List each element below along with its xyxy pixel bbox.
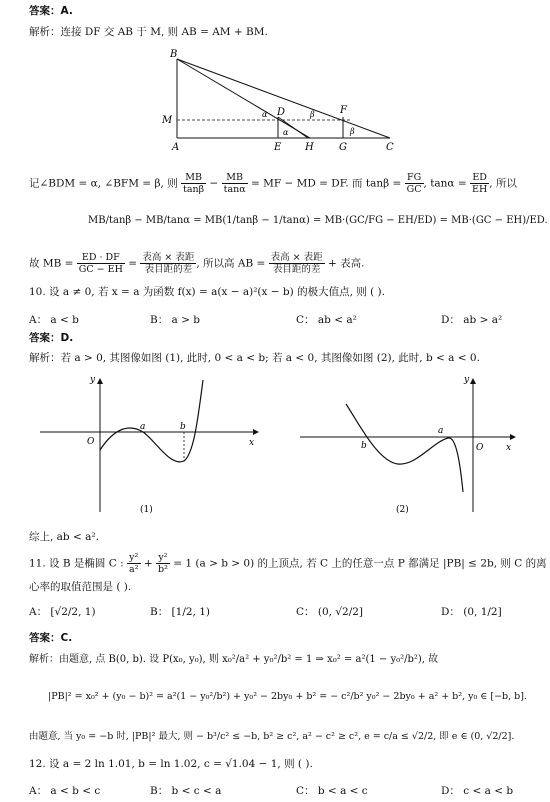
analysis-10: 解析：若 a > 0, 其图像如图 (1), 此时, 0 < a < b; 若 a < 0, 其图像如图 (2), 此时, b < a < 0. [29,352,480,364]
question-10: 10. 设 a ≠ 0, 若 x = a 为函数 f(x) = a(x − a)²(x − b) 的极大值点, 则 ( ). [29,286,385,298]
graph2-y-label: y [464,375,470,385]
label-G: G [339,142,347,153]
analysis-9: 解析：连接 DF 交 AB 于 M, 则 AB = AM + BM. [29,26,268,38]
derivation-line-3: 故 MB = $\frac{ED \cdot DF}{GC - EH}$ = $\frac{\text{表高 × 表距}}{\text{表目距的差}}$ , 所以高 AB = $\frac{\text{表高 × 表距}}{\text{表目距的差}}$ + 表高. [29,252,365,275]
option-11-c: C： (0, √2/2] [296,606,364,618]
option-11-b: B： [1/2, 1) [150,606,211,618]
graph1-x-label: x [249,438,255,448]
label-C: C [386,142,394,153]
option-11-d: D： (0, 1/2] [441,606,502,618]
graph1-y-label: y [90,375,96,385]
label-F: F [340,105,347,116]
question-11-cont: 心率的取值范围是 ( ). [29,581,132,593]
option-12-c: C： b < a < c [296,785,368,797]
graph-1 [35,372,260,517]
summary-10: 综上, ab < a². [29,531,99,543]
triangle-figure [150,45,400,155]
graph2-caption: (2) [396,505,409,515]
graph1-b-label: b [180,422,186,432]
conclusion-11: 由题意, 当 y₀ = −b 时, |PB|² 最大, 则 − b³/c² ≤ −b, b² ≥ c², a² − c² ≥ c², e = c/a ≤ √2/2, 即 e ∈ (0, √2/2]. [29,731,515,742]
graph1-caption: (1) [140,505,153,515]
graph-2 [298,372,518,517]
graph2-a-label: a [438,426,444,436]
derivation-line-2: MB/tanβ − MB/tanα = MB(1/tanβ − 1/tanα) = MB·(GC/FG − EH/ED) = MB·(GC − EH)/ED. [88,215,548,226]
option-10-a: A： a < b [29,314,79,326]
option-12-b: B： b < c < a [150,785,222,797]
label-E: E [274,142,282,153]
question-12: 12. 设 a = 2 ln 1.01, b = ln 1.02, c = √1.04 − 1, 则 ( ). [29,758,313,770]
label-alpha-2: α [262,110,268,119]
label-B: B [170,49,178,60]
option-10-b: B： a > b [150,314,201,326]
option-12-d: D： c < a < b [441,785,514,797]
question-11: 11. 设 B 是椭圆 C : $\frac{\text{y²}}{\text{a²}}$ + $\frac{\text{y²}}{\text{b²}}$ = 1 (a > b > 0) 的上顶点, 若 C 上的任意一点 P 都满足 |PB| ≤ 2b, 则 C 的离 [29,552,547,575]
graph2-origin: O [476,443,484,453]
answer-11: 答案：C. [29,632,73,644]
label-beta-2: β [310,110,315,119]
label-beta: β [350,127,355,136]
equation-11: |PB|² = x₀² + (y₀ − b)² = a²(1 − y₀²/b²) + y₀² − 2by₀ + b² = − c²/b² y₀² − 2by₀ + a² + b², y₀ ∈ [−b, b]. [48,691,527,702]
graph1-origin: O [87,437,95,447]
label-M: M [162,115,173,126]
graph1-a-label: a [140,422,146,432]
analysis-11: 解析：由题意, 点 B(0, b). 设 P(x₀, y₀), 则 x₀²/a² + y₀²/b² = 1 ⇒ x₀² = a²(1 − y₀²/b²), 故 [29,654,439,665]
option-12-a: A： a < b < c [29,785,101,797]
answer-9: 答案：A. [29,5,73,17]
label-alpha: α [283,128,289,137]
answer-10: 答案：D. [29,332,74,344]
label-A: A [172,142,180,153]
label-H: H [305,142,314,153]
option-10-c: C： ab < a² [296,314,357,326]
derivation-line-1: 记∠BDM = α, ∠BFM = β, 则 $\frac{MB}{\tan\beta}$ − $\frac{MB}{\tan\alpha}$ = MF − MD = DF. 而 tanβ = $\frac{FG}{GC}$ , tanα = $\frac{ED}{EH}$ , 所以 [29,172,517,195]
graph2-x-label: x [506,443,512,453]
label-D: D [277,107,286,118]
option-11-a: A： [√2/2, 1) [29,606,96,618]
graph2-b-label: b [361,441,367,451]
option-10-d: D： ab > a² [441,314,503,326]
